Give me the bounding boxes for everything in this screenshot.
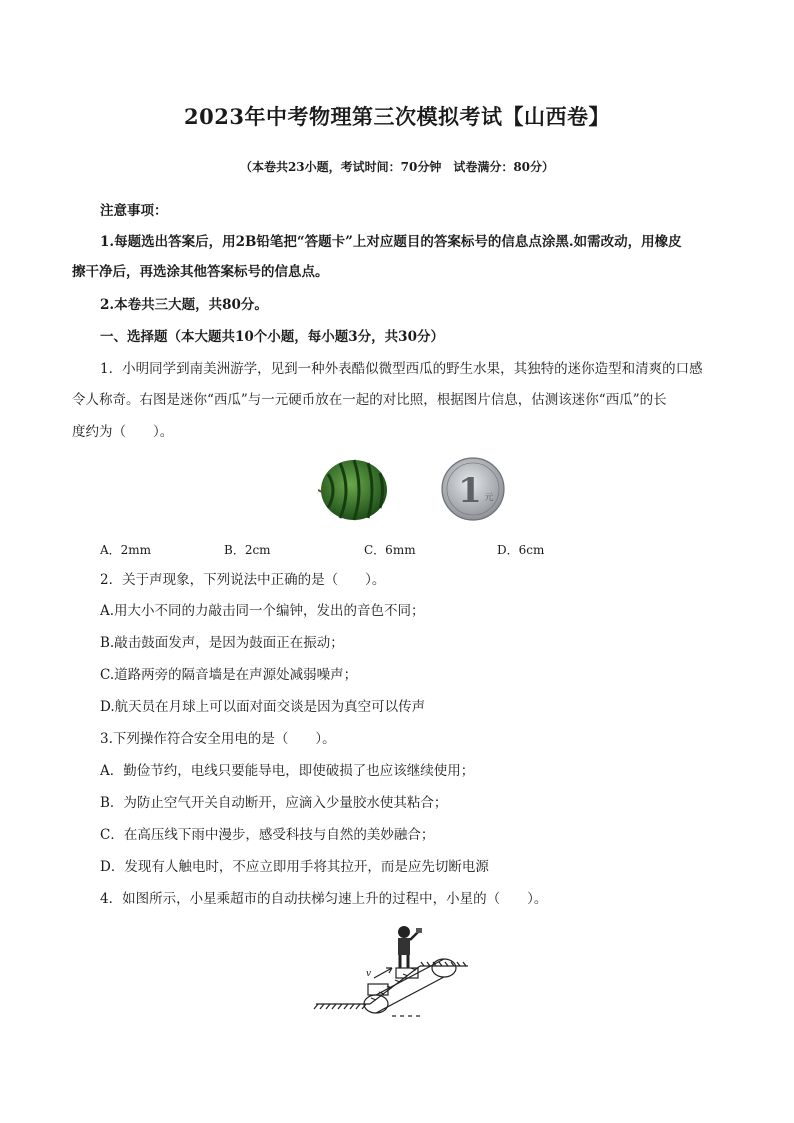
q1-option-b: B．2cm [224,543,271,557]
q3-option-c: C．在高压线下雨中漫步，感受科技与自然的美妙融合； [100,827,435,843]
q3-option-a: A．勤俭节约，电线只要能导电，即使破损了也应该继续使用； [100,763,475,779]
one-yuan-coin-image [442,458,504,520]
q3-option-d: D．发现有人触电时，不应立即用手将其拉开，而是应先切断电源 [100,859,489,875]
escalator-upper-roller [432,959,456,977]
escalator-top-belt [376,959,444,995]
exam-info: （本卷共23小题，考试时间：70分钟 试卷满分：80分） [239,160,555,174]
q3-option-b: B．为防止空气开关自动断开，应滴入少量胶水使其粘合； [100,795,448,811]
page-title: 2023年中考物理第三次模拟考试【山西卷】 [184,104,610,129]
ground-hatch-left [314,1004,366,1009]
q1-option-c: C．6mm [364,543,416,557]
q2-option-a: A.用大小不同的力敲击同一个编钟，发出的音色不同； [100,603,425,619]
notice-item-1-line-1: 1.每题选出答案后，用2B铅笔把“答题卡”上对应题目的答案标号的信息点涂黑.如需改动，用橡皮 [100,234,682,250]
velocity-label: v [366,969,372,979]
q1-text-line-3: 度约为（ ）。 [72,424,174,440]
q1-option-a: A．2mm [100,543,152,557]
notice-heading: 注意事项： [100,203,168,219]
q1-figure [318,456,508,526]
notice-item-1-line-2: 擦干净后，再选涂其他答案标号的信息点。 [72,264,329,280]
q1-text-line-1: 1．小明同学到南美洲游学，见到一种外表酷似微型西瓜的野生水果，其独特的迷你造型和清爽的口感 [100,361,703,377]
notice-item-2: 2.本卷共三大题，共80分。 [100,297,268,313]
q3-stem: 3.下列操作符合安全用电的是（ ）。 [100,731,336,747]
q2-stem: 2．关于声现象，下列说法中正确的是（ ）。 [100,572,386,588]
q2-option-b: B.敲击鼓面发声，是因为鼓面正在振动； [100,635,344,651]
q4-escalator-figure [312,920,472,1018]
mini-watermelon-image [318,460,387,520]
q1-option-d: D．6cm [497,543,545,557]
coin-denomination: 1 [458,471,482,511]
person-xiaoxing-icon [398,926,422,968]
q4-stem: 4．如图所示，小星乘超市的自动扶梯匀速上升的过程中，小星的（ ）。 [100,891,548,907]
q2-option-d: D.航天员在月球上可以面对面交谈是因为真空可以传声 [100,699,426,715]
q2-option-c: C.道路两旁的隔音墙是在声源处减弱噪声； [100,667,358,683]
q1-text-line-2: 令人称奇。右图是迷你“西瓜”与一元硬币放在一起的对比照，根据图片信息，估测该迷你“西瓜”的长 [72,392,667,408]
coin-unit: 元 [484,493,494,503]
section-1-heading: 一、选择题（本大题共10个小题，每小题3分，共30分） [100,329,444,345]
